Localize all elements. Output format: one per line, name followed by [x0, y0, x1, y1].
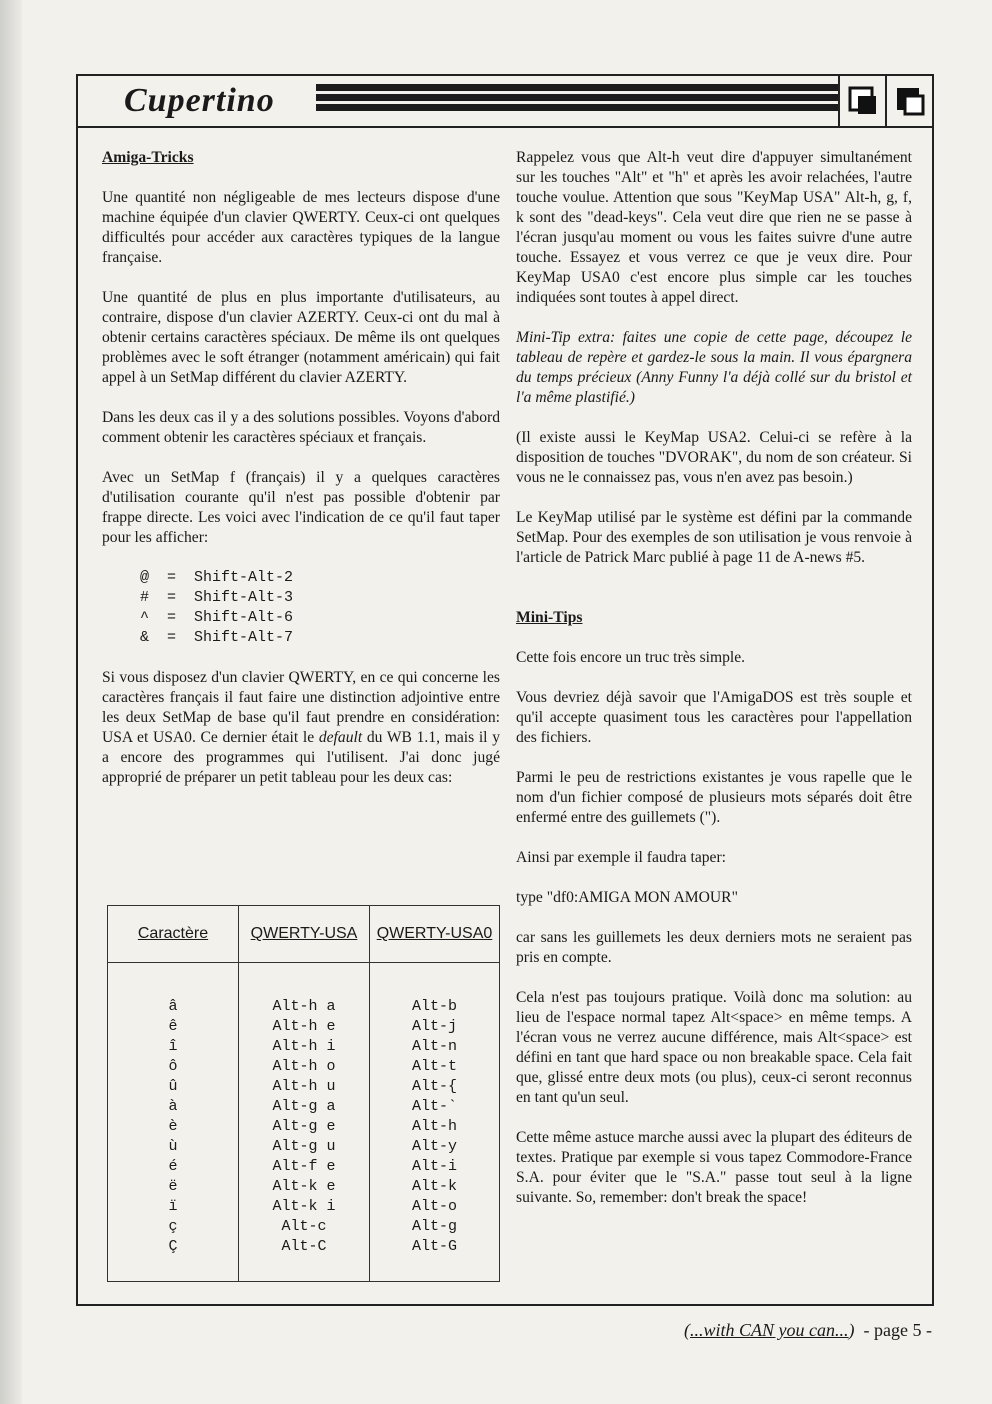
shortcut-list: [140, 568, 500, 648]
table-cell: Alt-G: [370, 1237, 500, 1282]
table-cell: ç: [108, 1217, 239, 1237]
shortcut-line: ^ = Shift-Alt-6: [140, 609, 294, 626]
table-cell: Alt-h o: [239, 1057, 370, 1077]
paragraph: car sans les guillemets les deux derniers mots ne seraient pas pris en compte.: [516, 929, 912, 966]
paragraph: Une quantité non négligeable de mes lecteurs dispose d'une machine équipée d'un clavier QWERTY. Ceux-ci ont quelques difficultés pour accéder aux caractères typiques de la langue française.: [102, 189, 500, 266]
shortcut-line: & = Shift-Alt-7: [140, 629, 294, 646]
table-cell: Alt-n: [370, 1037, 500, 1057]
table-header: Caractère: [108, 906, 239, 963]
table-row: [108, 1077, 500, 1097]
footer-tagline: (...with CAN you can...): [684, 1320, 855, 1340]
paragraph: Cette même astuce marche aussi avec la plupart des éditeurs de textes. Pratique par exemple si vous tapez Commodore-France S.A. pour éviter que le "S.A." passe tout seul à la ligne suivante. So, remember: don't break the space!: [516, 1129, 912, 1206]
paragraph: Ainsi par exemple il faudra taper:: [516, 849, 726, 866]
paragraph: (Il existe aussi le KeyMap USA2. Celui-ci se refère à la disposition de touches "DVORAK", du nom de son créateur. Si vous ne le connaissez pas, vous n'en avez pas besoin.): [516, 429, 912, 486]
table-cell: é: [108, 1157, 239, 1177]
header-logo: [838, 76, 932, 126]
table-cell: Alt-t: [370, 1057, 500, 1077]
heading-amiga-tricks: Amiga-Tricks: [102, 149, 194, 166]
paragraph: Le KeyMap utilisé par le système est défini par la commande SetMap. Pour des exemples de son utilisation je vous renvoie à l'article de Patrick Marc publié à page 11 de A-news #5.: [516, 509, 912, 566]
header-band: [78, 76, 932, 128]
table-cell: è: [108, 1117, 239, 1137]
shortcut-line: @ = Shift-Alt-2: [140, 569, 294, 586]
paragraph-text: du WB 1.1, mais il y a encore des programmes qui l'utilisent. J'ai donc jugé approprié de préparer un petit tableau pour les deux cas:: [102, 729, 500, 786]
section-title-cupertino: Cupertino: [124, 82, 275, 119]
paragraph: Une quantité de plus en plus importante d'utilisateurs, au contraire, dispose d'un clavier AZERTY. Ceux-ci ont du mal à obtenir certains caractères spéciaux. De même ils ont quelques problèmes avec le soft étranger (notamment américain) qui fait appel à un SetMap différent du clavier AZERTY.: [102, 289, 500, 386]
table-header: QWERTY-USA: [239, 906, 370, 963]
table-cell: Alt-C: [239, 1237, 370, 1282]
table-header: QWERTY-USA0: [370, 906, 500, 963]
table-cell: ô: [108, 1057, 239, 1077]
paragraph: Dans les deux cas il y a des solutions possibles. Voyons d'abord comment obtenir les caractères spéciaux et français.: [102, 409, 500, 446]
table-row: [108, 1117, 500, 1137]
table-cell: Alt-j: [370, 1017, 500, 1037]
table-cell: Alt-k: [370, 1177, 500, 1197]
paragraph-text: Si vous disposez d'un clavier QWERTY, en ce qui concerne les caractères français il faut faire une distinction adjointive entre les deux SetMap de base qu'il faut prendre en considération: USA et USA0. Ce dernier était le: [102, 669, 500, 746]
table-cell: Alt-g u: [239, 1137, 370, 1157]
paragraph: Rappelez vous que Alt-h veut dire d'appuyer simultanément sur les touches "Alt" et "h" et après les avoir relachées, l'autre touche voulue. Attention que sous "KeyMap USA" Alt-h, g, f, k sont des "dead-keys". Cela veut dire que rien ne se passe à l'écran jusqu'au moment ou vous les faites suivre d'une autre touche. Essayez et vous verrez ce que je veux dire. Pour KeyMap USA0 c'est encore plus simple car les touches indiquées sont toutes à appel direct.: [516, 149, 912, 306]
table-cell: Alt-f e: [239, 1157, 370, 1177]
table-cell: ë: [108, 1177, 239, 1197]
table-row: [108, 1137, 500, 1157]
paragraph: Cela n'est pas toujours pratique. Voilà donc ma solution: au lieu de l'espace normal tapez Alt<space> en même temps. A l'écran vous ne verrez aucune différence, mais Alt<space> est défini en tant que hard space ou non breakable space. Cela fait que, glissé entre deux mots (ou plus), ceux-ci seront reconnus en tant qu'un seul.: [516, 989, 912, 1106]
page-number: - page 5 -: [863, 1320, 932, 1340]
table-cell: ê: [108, 1017, 239, 1037]
table-cell: ï: [108, 1197, 239, 1217]
table-cell: Alt-k i: [239, 1197, 370, 1217]
table-cell: û: [108, 1077, 239, 1097]
table-row: [108, 963, 500, 1018]
table-cell: Alt-k e: [239, 1177, 370, 1197]
command-example: type "df0:AMIGA MON AMOUR": [516, 889, 738, 906]
footer-tagline-text: ...with CAN you can...: [690, 1320, 849, 1340]
table-row: [108, 1177, 500, 1197]
table-cell: Alt-h i: [239, 1037, 370, 1057]
left-column: [102, 148, 500, 808]
table-cell: Alt-h e: [239, 1017, 370, 1037]
right-column: [516, 148, 912, 1228]
paragraph-emphasis: default: [318, 729, 363, 746]
window-icon: [840, 76, 885, 126]
table-cell: ù: [108, 1137, 239, 1157]
table-cell: â: [108, 963, 239, 1018]
table-row: [108, 1217, 500, 1237]
shortcut-line: # = Shift-Alt-3: [140, 589, 294, 606]
table-cell: Alt-`: [370, 1097, 500, 1117]
table-row: [108, 1157, 500, 1177]
heading-mini-tips: Mini-Tips: [516, 609, 583, 626]
table-row: [108, 1057, 500, 1077]
table-cell: Alt-i: [370, 1157, 500, 1177]
paragraph: Cette fois encore un truc très simple.: [516, 649, 746, 666]
table-cell: Alt-g: [370, 1217, 500, 1237]
table-cell: Alt-g e: [239, 1117, 370, 1137]
paragraph: Parmi le peu de restrictions existantes je vous rapelle que le nom d'un fichier composé de plusieurs mots séparés doit être enfermé entre des guillemets (").: [516, 769, 912, 826]
page-footer: [684, 1320, 932, 1341]
table-cell: Alt-h a: [239, 963, 370, 1018]
table-cell: Alt-b: [370, 963, 500, 1018]
table-cell: Alt-g a: [239, 1097, 370, 1117]
table-cell: Alt-y: [370, 1137, 500, 1157]
table-cell: Alt-o: [370, 1197, 500, 1217]
table-cell: à: [108, 1097, 239, 1117]
window-icon: [885, 76, 932, 126]
table-row: [108, 1237, 500, 1282]
table-row: [108, 1197, 500, 1217]
keymap-table: [107, 905, 500, 1282]
table-cell: Alt-h: [370, 1117, 500, 1137]
header-bars: [316, 84, 838, 114]
table-cell: Alt-c: [239, 1217, 370, 1237]
table-cell: Alt-h u: [239, 1077, 370, 1097]
paragraph: Avec un SetMap f (français) il y a quelques caractères d'utilisation courante qu'il n'est pas possible d'obtenir par frappe directe. Les voici avec l'indication de ce qu'il faut taper pour les afficher:: [102, 469, 500, 546]
table-row: [108, 1097, 500, 1117]
table-cell: î: [108, 1037, 239, 1057]
table-row: [108, 1037, 500, 1057]
page-spine-shadow: [0, 0, 22, 1404]
table-cell: Alt-{: [370, 1077, 500, 1097]
mini-tip-extra: Mini-Tip extra: faites une copie de cette page, découpez le tableau de repère et gardez-le sous la main. Il vous épargnera du temps précieux (Anny Funny l'a déjà collé sur du bristol et l'a même plastifié.): [516, 329, 912, 406]
paragraph: [102, 668, 500, 788]
table-cell: Ç: [108, 1237, 239, 1282]
paragraph: Vous devriez déjà savoir que l'AmigaDOS est très souple et qu'il accepte quasiment tous les caractères pour l'appellation des fichiers.: [516, 689, 912, 746]
table-row: [108, 1017, 500, 1037]
